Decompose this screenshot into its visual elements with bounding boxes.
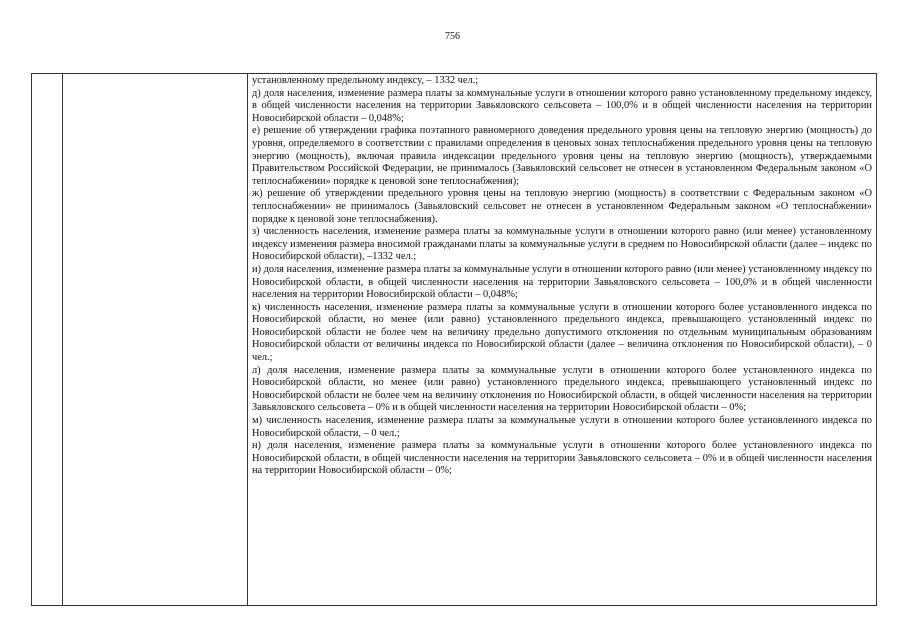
paragraph-l: л) доля населения, изменение размера платы за коммунальные услуги в отношении которого более установленного индекса по Новосибирской области, но менее (или равно) установленного предельного индекса, превышающего установленный индекс по Новосибирской области не более чем на величину отклонения по Новосибирской области, в общей численности населения на территории Завьяловского сельсовета – 0% и в общей численности населения на территории Новосибирской области – 0%;: [252, 364, 872, 414]
paragraph-z: з) численность населения, изменение размера платы за коммунальные услуги в отношении которого равно (или менее) установленному индексу изменения размера вносимой гражданами платы за коммунальные услуги в среднем по Новосибирской области (далее – индекс по Новосибирской области), –1332 чел.;: [252, 226, 872, 263]
document-table: [31, 73, 877, 606]
paragraph-i: и) доля населения, изменение размера платы за коммунальные услуги в отношении которого равно (или менее) установленному индексу по Новосибирской области, в общей численности населения на территории Завьяловского сельсовета – 100,0% и в общей численности населения на территории Новосибирской области – 0,048%;: [252, 263, 872, 301]
paragraph-k: к) численность населения, изменение размера платы за коммунальные услуги в отношении которого более установленного индекса по Новосибирской области, но менее (или равно) установленного предельного индекса, превышающего установленный индекс по Новосибирской области не более чем на величину предельно допустимого отклонения по отдельным муниципальным образованиям Новосибирской области от величины индекса по Новосибирской области (далее – величина отклонения по Новосибирской области), – 0 чел.;: [252, 301, 872, 364]
paragraph-continuation: установленному предельному индексу, – 1332 чел.;: [252, 75, 479, 86]
page-number: 756: [445, 31, 460, 42]
table-column-divider-2: [247, 74, 248, 605]
table-column-divider-1: [62, 74, 63, 605]
table-content-cell: [252, 75, 872, 605]
paragraph-zh: ж) решение об утверждении предельного уровня цены на тепловую энергию (мощность) в соответствии с Федеральным законом «О теплоснабжении» не принималось (Завьяловский сельсовет не отнесен в установленном Федеральным законом «О теплоснабжении» порядке к ценовой зоне теплоснабжения).: [252, 188, 872, 225]
paragraph-n: н) доля населения, изменение размера платы за коммунальные услуги в отношении которого более установленного индекса по Новосибирской области, в общей численности населения на территории Завьяловского сельсовета – 0% и в общей численности населения на территории Новосибирской области – 0%;: [252, 440, 872, 477]
paragraph-e: е) решение об утверждении графика поэтапного равномерного доведения предельного уровня цены на тепловую энергию (мощность) до уровня, определяемого в соответствии с правилами определения в ценовых зонах теплоснабжения предельного уровня цены на тепловую энергию (мощность), включая правила индексации предельного уровня цены на тепловую энергию (мощность), утверждаемыми Правительством Российской Федерации, не принималось (Завьяловский сельсовет не отнесен в установленном Федеральным законом «О теплоснабжении» порядке к ценовой зоне теплоснабжения);: [252, 125, 872, 187]
paragraph-d: д) доля населения, изменение размера платы за коммунальные услуги в отношении которого равно установленному предельному индексу, в общей численности населения на территории Завьяловского сельсовета – 100,0% и в общей численности населения на территории Новосибирской области – 0,048%;: [252, 87, 872, 124]
paragraph-m: м) численность населения, изменение размера платы за коммунальные услуги в отношении которого более установленного индекса по Новосибирской области, – 0 чел.;: [252, 415, 872, 439]
